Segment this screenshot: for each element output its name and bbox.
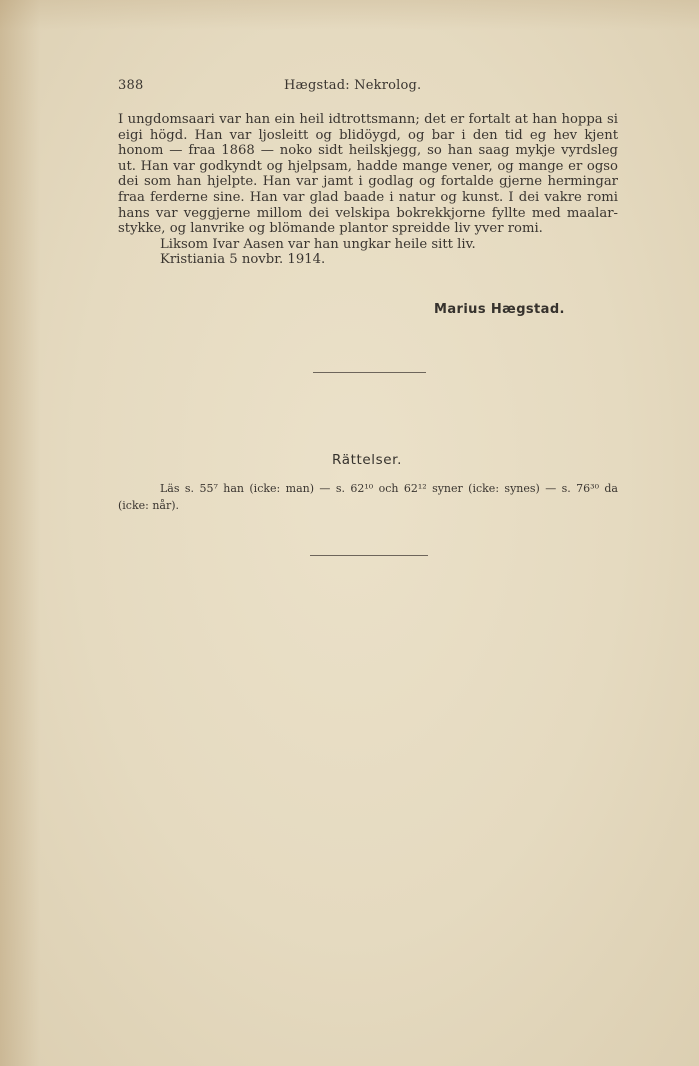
page-edge-shadow bbox=[0, 0, 40, 1066]
author-signature: Marius Hægstad. bbox=[434, 302, 565, 317]
page-number: 388 bbox=[118, 78, 144, 93]
obituary-text bbox=[118, 112, 618, 268]
dateline: Kristiania 5 novbr. 1914. bbox=[160, 252, 326, 268]
running-head bbox=[118, 78, 616, 98]
corrections-text: Läs s. 55⁷ han (icke: man) — s. 62¹⁰ och 62¹² syner (icke: synes) — s. 76³⁰ da (icke: når). bbox=[118, 482, 618, 512]
body-paragraph-2: Liksom Ivar Aasen var han ungkar heile sitt liv. bbox=[160, 236, 476, 252]
corrections-heading: Rättelser. bbox=[332, 452, 402, 468]
section-divider-bottom bbox=[310, 555, 428, 556]
page-top-shadow bbox=[0, 0, 699, 30]
corrections-text-block bbox=[118, 480, 618, 514]
section-divider-top bbox=[313, 372, 426, 373]
running-head-title: Hægstad: Nekrolog. bbox=[284, 78, 422, 93]
body-paragraph-1: I ungdomsaari var han ein heil idtrottsmann; det er fortalt at han hoppa si eigi högd. Han var ljosleitt og blidöygd, og bar i den tid eg hev kjent honom — fraa 1868 — noko sidt heilskjegg, so han saag mykje vyrdsleg ut. Han var godkyndt og hjelpsam, hadde mange vener, og mange er ogso dei som han hjelpte. Han var jamt i godlag og fortalde gjerne hermingar fraa ferderne sine. Han var glad baade i natur og kunst. I dei vakre romi hans var veggjerne millom dei velskipa bokrekkjorne fyllte med maalar-stykke, og lanvrike og blömande plantor spreidde liv yver romi. bbox=[118, 112, 618, 237]
